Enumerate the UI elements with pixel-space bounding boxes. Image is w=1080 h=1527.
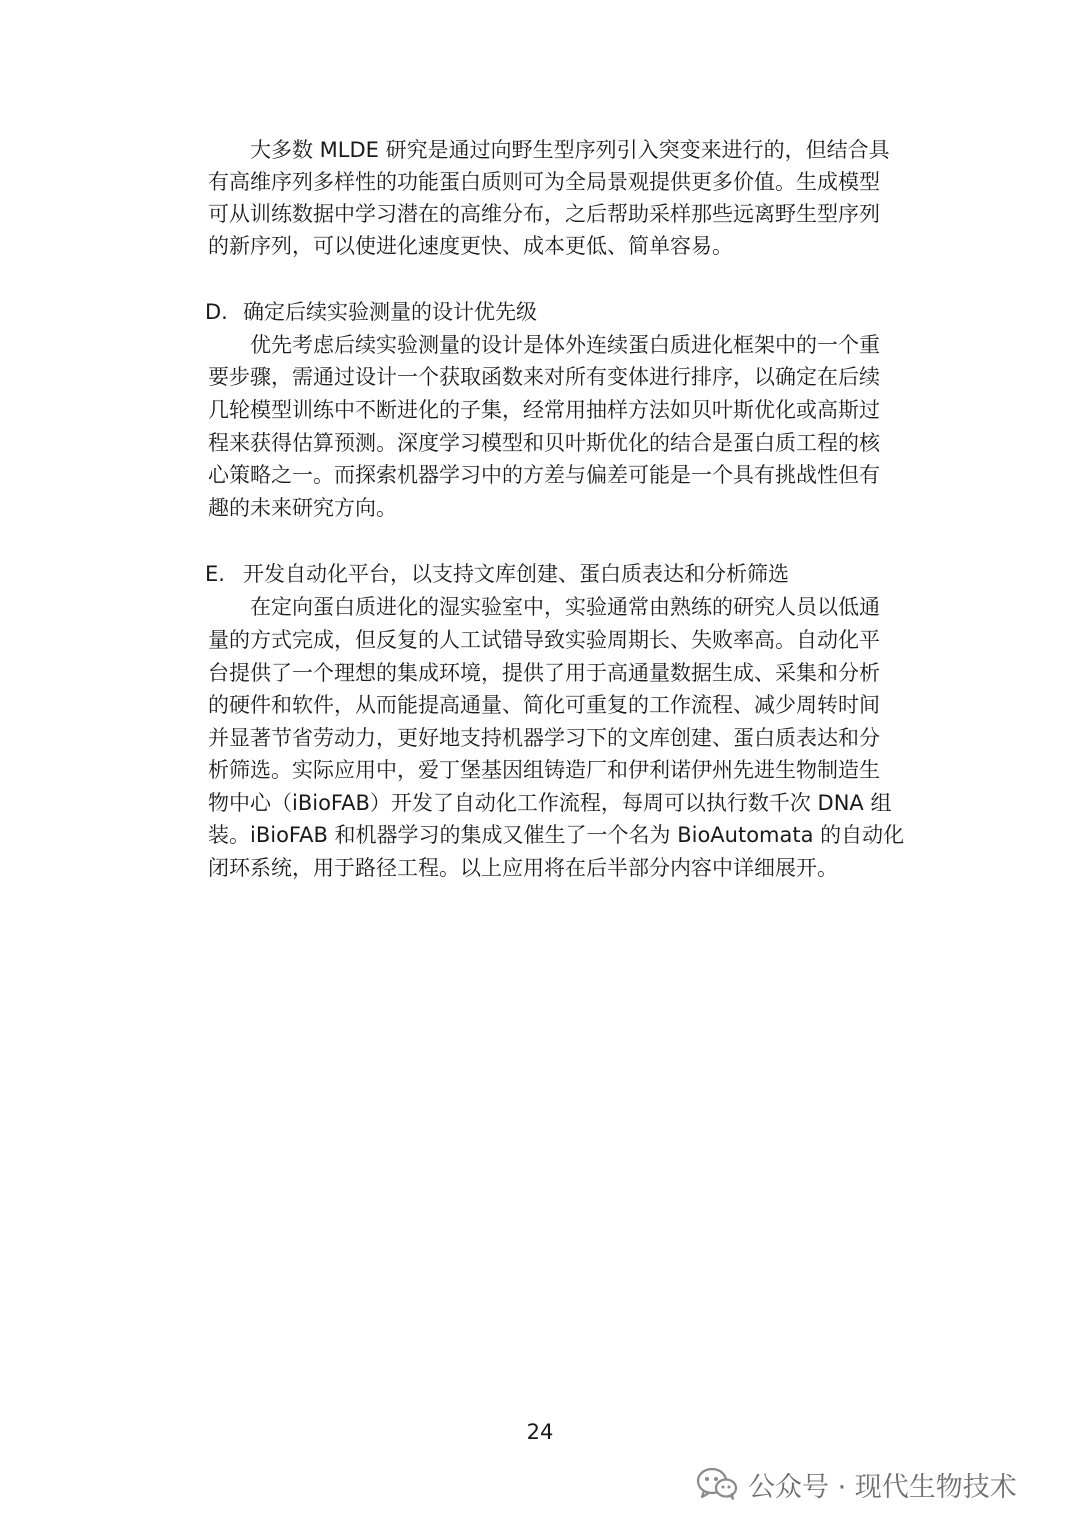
paragraph-line: 优先考虑后续实验测量的设计是体外连续蛋白质进化框架中的一个重 xyxy=(250,333,880,357)
wechat-icon xyxy=(696,1466,738,1502)
paragraph-line: 心策略之一。而探索机器学习中的方差与偏差可能是一个具有挑战性但有 xyxy=(208,463,880,487)
paragraph-line: 几轮模型训练中不断进化的子集，经常用抽样方法如贝叶斯优化或高斯过 xyxy=(208,398,880,422)
section-e-marker: E. xyxy=(205,562,225,586)
watermark xyxy=(696,1462,1017,1506)
paragraph-line: 量的方式完成，但反复的人工试错导致实验周期长、失败率高。自动化平 xyxy=(208,628,880,652)
section-e-title: 开发自动化平台，以支持文库创建、蛋白质表达和分析筛选 xyxy=(243,562,789,586)
paragraph-line: 程来获得估算预测。深度学习模型和贝叶斯优化的结合是蛋白质工程的核 xyxy=(208,431,880,455)
paragraph-line: 物中心（iBioFAB）开发了自动化工作流程，每周可以执行数千次 DNA 组 xyxy=(208,791,892,815)
watermark-text: 公众号 · 现代生物技术 xyxy=(748,1471,1017,1503)
section-d-heading xyxy=(205,296,537,328)
paragraph-line: 有高维序列多样性的功能蛋白质则可为全局景观提供更多价值。生成模型 xyxy=(208,170,880,194)
paragraph-line: 在定向蛋白质进化的湿实验室中，实验通常由熟练的研究人员以低通 xyxy=(250,595,880,619)
paragraph-line: 要步骤，需通过设计一个获取函数来对所有变体进行排序，以确定在后续 xyxy=(208,365,880,389)
paragraph-line: 并显著节省劳动力，更好地支持机器学习下的文库创建、蛋白质表达和分 xyxy=(208,726,880,750)
paragraph-line: 台提供了一个理想的集成环境，提供了用于高通量数据生成、采集和分析 xyxy=(208,661,880,685)
paragraph-line: 趣的未来研究方向。 xyxy=(208,496,397,520)
paragraph-line: 可从训练数据中学习潜在的高维分布，之后帮助采样那些远离野生型序列 xyxy=(208,202,880,226)
paragraph-line: 析筛选。实际应用中，爱丁堡基因组铸造厂和伊利诺伊州先进生物制造生 xyxy=(208,758,880,782)
page-number: 24 xyxy=(526,1420,554,1444)
paragraph-line: 装。iBioFAB 和机器学习的集成又催生了一个名为 BioAutomata 的自动化 xyxy=(208,823,905,847)
section-d-marker: D. xyxy=(205,300,228,324)
paragraph-line: 闭环系统，用于路径工程。以上应用将在后半部分内容中详细展开。 xyxy=(208,856,838,880)
section-e-heading xyxy=(205,558,789,590)
paragraph-line: 的硬件和软件，从而能提高通量、简化可重复的工作流程、减少周转时间 xyxy=(208,693,880,717)
section-d-title: 确定后续实验测量的设计优先级 xyxy=(243,300,537,324)
paragraph-line: 的新序列，可以使进化速度更快、成本更低、简单容易。 xyxy=(208,234,733,258)
paragraph-line: 大多数 MLDE 研究是通过向野生型序列引入突变来进行的，但结合具 xyxy=(250,138,890,162)
